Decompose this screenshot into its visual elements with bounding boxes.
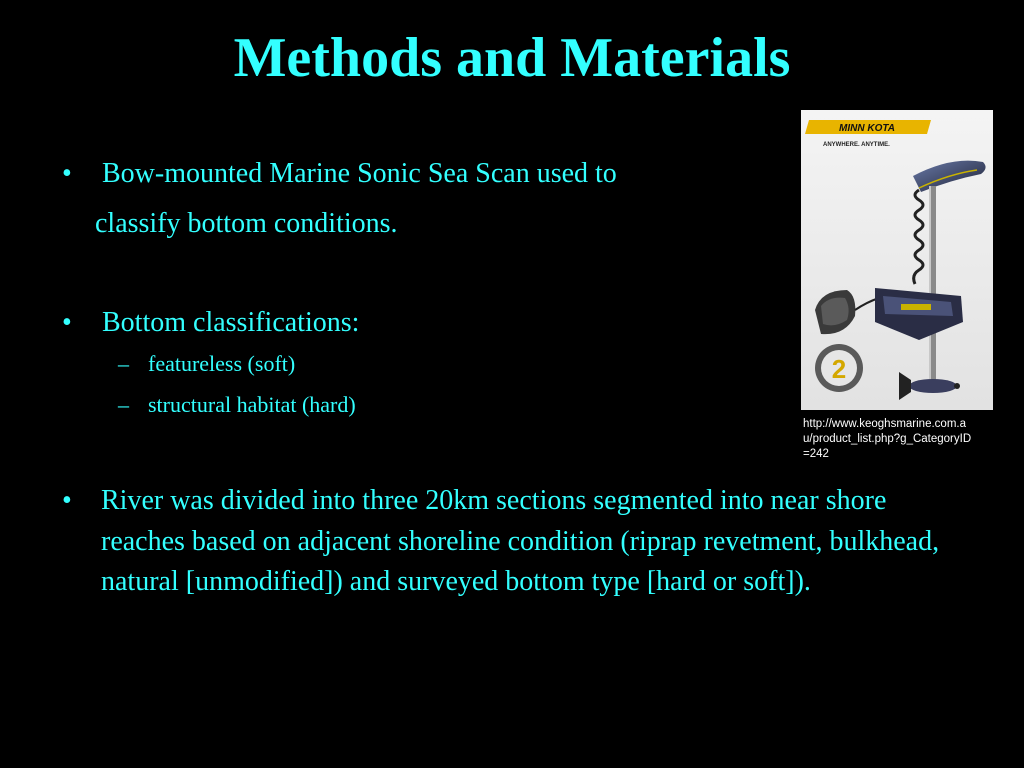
minn-kota-logo: [805, 120, 931, 134]
bullet-marker: •: [62, 307, 72, 338]
bullet-text: Bottom classifications:: [102, 307, 360, 338]
svg-text:2: 2: [831, 354, 847, 384]
warranty-badge: [815, 344, 863, 392]
svg-text:MINN KOTA: MINN KOTA: [839, 123, 895, 134]
trolling-motor-illustration: [801, 110, 993, 410]
sub-bullet-marker: –: [118, 351, 129, 376]
sub-bullet-text: structural habitat (hard): [148, 392, 356, 417]
trolling-motor-photo: [801, 110, 993, 410]
image-source-caption: http://www.keoghsmarine.com.au/product_list.php?g_CategoryID=242: [803, 418, 972, 460]
bullet-river-sections: River was divided into three 20km sections segmented into near shore reaches based on adjacent shoreline condition (riprap revetment, bulkhead, natural [unmodified]) and surveyed bottom type [hard or soft]).: [101, 485, 940, 598]
bullet-text: Bow-mounted Marine Sonic Sea Scan used to: [102, 158, 617, 189]
bullet-marker: •: [62, 158, 72, 189]
slide-title: Methods and Materials: [233, 27, 791, 89]
bullet-text-continued: classify bottom conditions.: [95, 208, 398, 239]
sub-bullet-text: featureless (soft): [148, 351, 296, 376]
bullet-marker: •: [62, 485, 72, 516]
sub-bullet-marker: –: [118, 392, 129, 417]
logo-tagline: ANYWHERE. ANYTIME.: [823, 142, 890, 148]
